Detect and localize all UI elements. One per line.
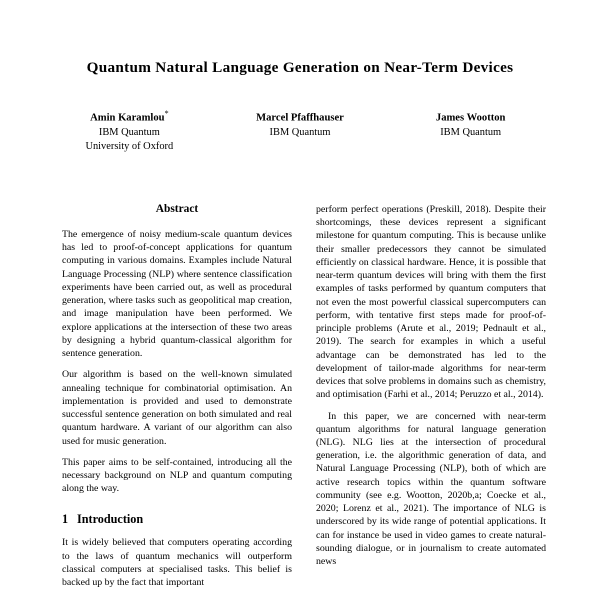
right-column bbox=[316, 203, 546, 589]
left-column bbox=[62, 203, 292, 589]
abstract-heading: Abstract bbox=[155, 203, 199, 215]
author-affiliation: IBM Quantum bbox=[269, 126, 331, 138]
section-heading-introduction bbox=[62, 512, 292, 527]
abstract-paragraph: This paper aims to be self-contained, introducing all the necessary background on NLP and quantum computing along the way. bbox=[62, 456, 292, 495]
page-title: Quantum Natural Language Generation on Near-Term Devices bbox=[86, 59, 514, 76]
author-entry bbox=[215, 108, 386, 155]
author-affiliation: IBM Quantum bbox=[98, 126, 160, 138]
author-footnote-marker: * bbox=[164, 109, 169, 118]
body-paragraph: perform perfect operations (Preskill, 2018). Despite their shortcomings, these devices represent a significant milestone for quantum computing. This is because unlike their smaller predecessors they cannot be simulated efficiently on classical hardware. Hence, it is possible that near-term quantum devices will bring with them the first examples of tasks performed by quantum computers that not even the most powerful classical supercomputers can perform, with tentative first steps made for proof-of-principle problems (Arute et al., 2019; Pednault et al., 2019). The search for examples in which a useful advantage can be demonstrated has led to the development of tailor-made algorithms for near-term devices that solve problems in domains such as chemistry, and optimisation (Farhi et al., 2014; Peruzzo et al., 2014). bbox=[316, 204, 546, 401]
author-name: James Wootton bbox=[435, 112, 506, 124]
abstract-paragraph: The emergence of noisy medium-scale quantum devices has led to proof-of-concept applications for quantum computing in various domains. Examples include Natural Language Processing (NLP) where sentence classification experiments have been carried out, as well as procedural generation, where tasks such as geopolitical map creation, and image manipulation have been performed. We explore applications at the intersection of these two areas by designing a hybrid quantum-classical algorithm for sentence generation. bbox=[62, 229, 292, 360]
section-paragraph: It is widely believed that computers operating according to the laws of quantum mechanics will outperform classical computers at specialised tasks. This belief is backed up by the fact that important bbox=[62, 537, 292, 589]
abstract-paragraph: Our algorithm is based on the well-known simulated annealing technique for combinatorial optimisation. An implementation is provided and used to demonstrate successful sentence generation on both simulated and real quantum hardware. A variant of our algorithm can also used for music generation. bbox=[62, 369, 292, 447]
title-block bbox=[0, 0, 600, 77]
author-name: Marcel Pfaffhauser bbox=[256, 112, 344, 124]
section-number: 1 bbox=[62, 512, 69, 527]
author-affiliation: IBM Quantum bbox=[440, 126, 502, 138]
author-name: Amin Karamlou* bbox=[90, 109, 169, 124]
author-entry bbox=[44, 108, 215, 155]
author-entry bbox=[385, 108, 556, 155]
body-paragraph: In this paper, we are concerned with near-term quantum algorithms for natural language generation (NLG). NLG lies at the intersection of procedural generation, i.e. the algorithmic generation of data, and Natural Language Processing (NLP), both of which are active research topics within the quantum software community (see e.g. Wootton, 2020b,a; Coecke et al., 2020; Lorenz et al., 2021). The importance of NLG is underscored by its wide range of potential applications. It can for instance be used in video games to create natural-sounding dialogue, or in journalism to create automated news bbox=[316, 410, 546, 568]
section-title: Introduction bbox=[77, 512, 144, 527]
author-affiliation: University of Oxford bbox=[85, 141, 174, 153]
body-columns bbox=[0, 203, 600, 589]
author-list bbox=[0, 108, 600, 155]
